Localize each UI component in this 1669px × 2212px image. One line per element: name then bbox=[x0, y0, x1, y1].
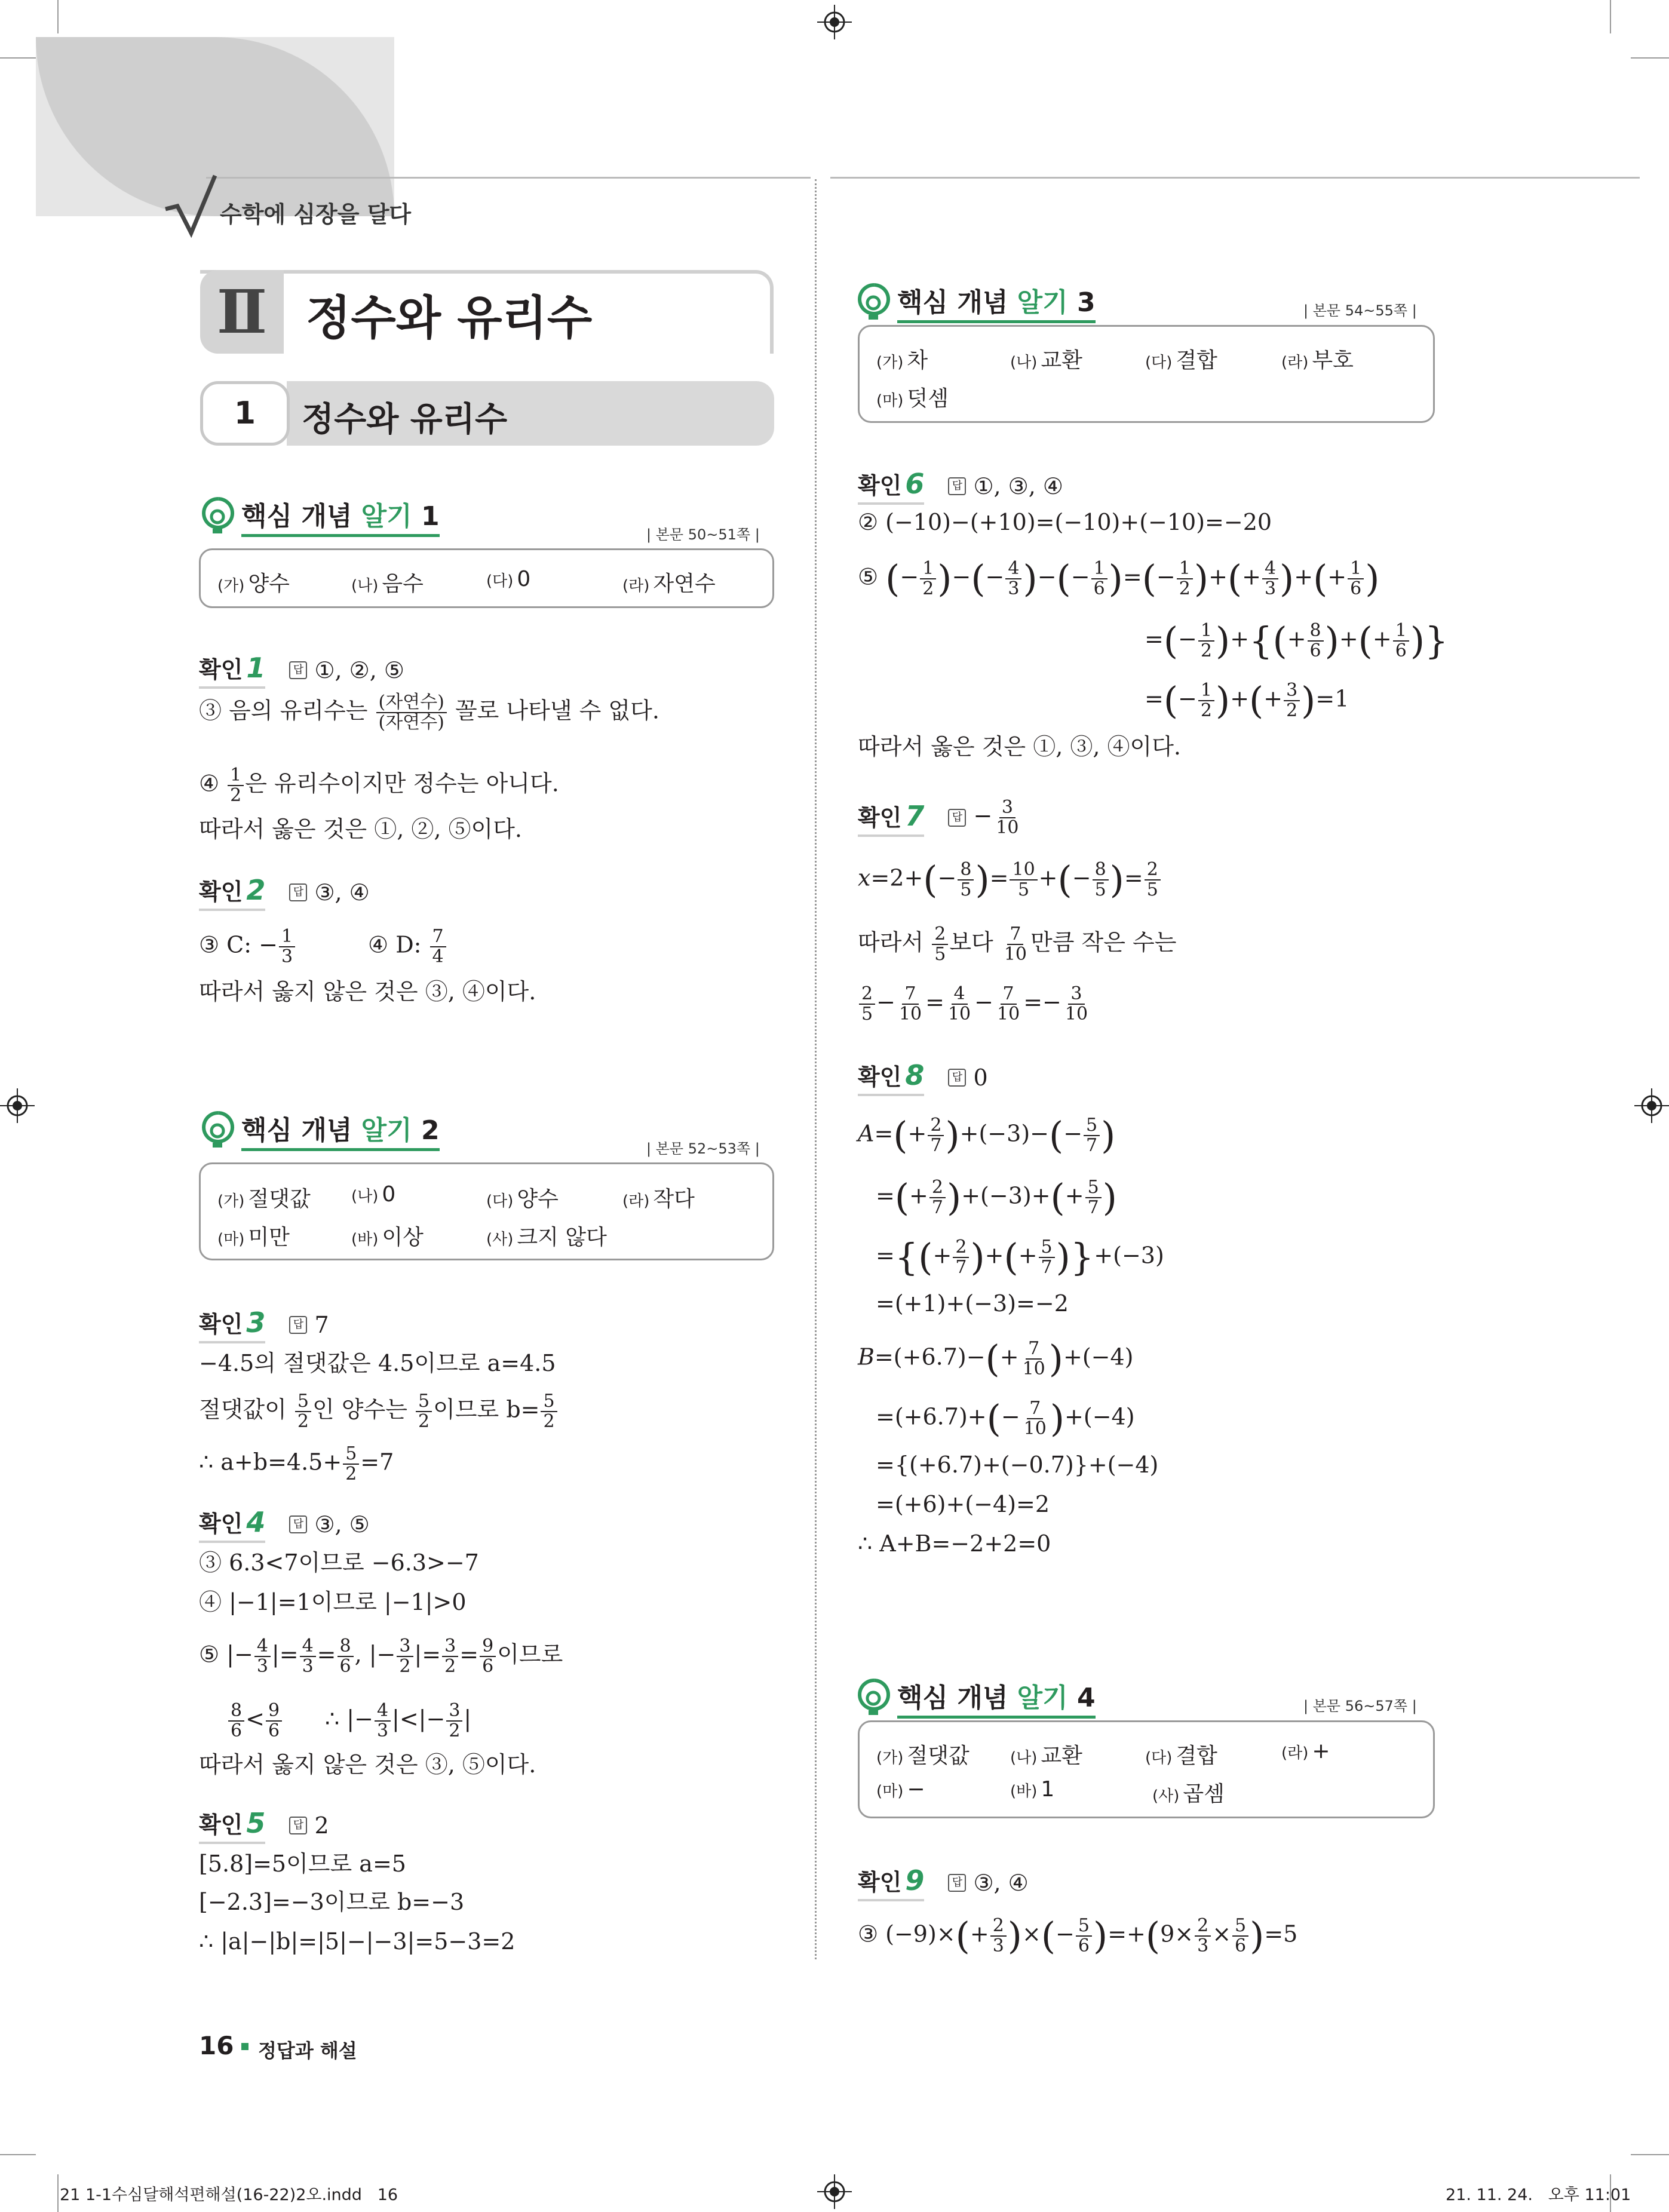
solution-line: ∴ a+b=4.5+ $\frac{5}{2}$ =7 bbox=[199, 1443, 394, 1484]
solution-line: =(− $\frac{1}{2}$ )+(+ $\frac{3}{2}$ )=1 bbox=[1145, 679, 1349, 722]
solution-line: x=2+(− $\frac{8}{5}$ )= $\frac{10}{5}$ +(− $\frac{8}{5}$ )= $\frac{2}{5}$ bbox=[858, 860, 1162, 900]
concept-item: (라) 작다 bbox=[622, 1187, 695, 1211]
concept-item: (사) 곱셈 bbox=[1152, 1782, 1225, 1806]
concept-item: (라) 부호 bbox=[1281, 348, 1354, 373]
concept-title: 핵심 개념 알기 1 bbox=[241, 495, 440, 537]
concept-item: (다) 양수 bbox=[486, 1187, 559, 1211]
concept-item: (가) 양수 bbox=[217, 572, 290, 596]
concept-answer-box-1 bbox=[199, 548, 774, 608]
concept-item: (바) 이상 bbox=[351, 1225, 424, 1250]
concept-pages: | 본문 52~53쪽 | bbox=[646, 1140, 760, 1157]
solution-line: =(+6)+(−4)=2 bbox=[876, 1491, 1050, 1517]
concept-item: (마) − bbox=[876, 1777, 925, 1802]
concept-answer-box-2 bbox=[199, 1162, 774, 1260]
solution-line: [5.8]=5이므로 a=5 bbox=[199, 1851, 406, 1877]
solution-line: ⑤ (− $\frac{1}{2}$ )−(− $\frac{4}{3}$ )−(− $\frac{1}{6}$ )=(− $\frac{1}{2}$ )+(+ $\frac{4}{3}$ )+(+ $\frac{1}{6}$ ) bbox=[858, 557, 1380, 600]
solution-line: $\frac{2}{5}$ − $\frac{7}{10}$ = $\frac{4}{10}$ − $\frac{7}{10}$ =− $\frac{3}{10}$ bbox=[858, 984, 1091, 1024]
solution-line: 따라서 옳은 것은 ①, ③, ④이다. bbox=[858, 734, 1182, 760]
solution-line: ② (−10)−(+10)=(−10)+(−10)=−20 bbox=[858, 509, 1272, 535]
concept-item: (나) 0 bbox=[351, 1182, 396, 1207]
concept-answer-box-4 bbox=[858, 1720, 1435, 1818]
solution-line: $\frac{8}{6}$ < $\frac{9}{6}$ ∴ |− $\frac{4}{3}$ |<|− $\frac{3}{2}$ | bbox=[227, 1701, 471, 1741]
concept-pages: | 본문 54~55쪽 | bbox=[1303, 302, 1417, 319]
confirm-3: 확인 3 답 7 bbox=[199, 1306, 329, 1343]
confirm-2: 확인 2 답 ③, ④ bbox=[199, 873, 370, 911]
solution-line: 따라서 $\frac{2}{5}$ 보다 $\frac{7}{10}$ 만큼 작은 수는 bbox=[858, 924, 1177, 965]
crop-mark bbox=[1631, 2154, 1669, 2155]
concept-item: (나) 교환 bbox=[1010, 1744, 1082, 1768]
confirm-7: 확인 7 답 − $\frac{3}{10}$ bbox=[858, 797, 1019, 838]
lightbulb-icon bbox=[853, 1677, 895, 1719]
header-logo-text: 수학에 심장을 달다 bbox=[220, 201, 412, 228]
solution-line: =(+ $\frac{2}{7}$ )+(−3)+(+ $\frac{5}{7}$ ) bbox=[876, 1176, 1117, 1219]
confirm-6: 확인 6 답 ①, ③, ④ bbox=[858, 467, 1063, 505]
confirm-5: 확인 5 답 2 bbox=[199, 1806, 329, 1844]
solution-line: ⑤ |− $\frac{4}{3}$ |= $\frac{4}{3}$ = $\frac{8}{6}$ , |− $\frac{3}{2}$ |= $\frac{3}{2}$ = $\frac{9}{6}$ 이므로 bbox=[199, 1636, 563, 1677]
concept-pages: | 본문 56~57쪽 | bbox=[1303, 1698, 1417, 1714]
concept-item: (라) + bbox=[1281, 1739, 1330, 1763]
header-rule bbox=[206, 177, 811, 179]
footer-bullet bbox=[241, 2043, 248, 2050]
solution-line: 따라서 옳지 않은 것은 ③, ④이다. bbox=[199, 978, 536, 1005]
registration-mark-icon bbox=[0, 1088, 35, 1123]
solution-line: B=(+6.7)−(+ $\frac{7}{10}$ )+(−4) bbox=[858, 1337, 1134, 1380]
concept-heading-2 bbox=[197, 1109, 440, 1151]
confirm-4: 확인 4 답 ③, ⑤ bbox=[199, 1505, 370, 1543]
solution-line: ③ (−9)×(+ $\frac{2}{3}$ )×(− $\frac{5}{6}$ )=+(9× $\frac{2}{3}$ × $\frac{5}{6}$ )=5 bbox=[858, 1914, 1298, 1958]
concept-heading-4 bbox=[853, 1676, 1096, 1719]
crop-mark bbox=[0, 2154, 36, 2155]
solution-line: 따라서 옳은 것은 ①, ②, ⑤이다. bbox=[199, 816, 523, 842]
footer-label: 정답과 해설 bbox=[258, 2039, 357, 2062]
solution-line: ③ 음의 유리수는 $\frac{\text{(자연수)}}{\text{(자연수)}}$ 꼴로 나타낼 수 없다. bbox=[199, 692, 659, 733]
section-title: 정수와 유리수 bbox=[302, 400, 508, 439]
concept-item: (가) 차 bbox=[876, 348, 928, 373]
footer-file-info: 21 1-1수심달해석편해설(16-22)2오.indd 16 bbox=[60, 2186, 398, 2204]
lightbulb-icon bbox=[197, 1109, 239, 1151]
solution-line: 절댓값이 $\frac{5}{2}$ 인 양수는 $\frac{5}{2}$ 이므로 b= $\frac{5}{2}$ bbox=[199, 1392, 559, 1431]
confirm-8: 확인 8 답 0 bbox=[858, 1059, 988, 1096]
solution-line: A=(+ $\frac{2}{7}$ )+(−3)−(− $\frac{5}{7}$ ) bbox=[858, 1113, 1116, 1157]
solution-line: ={(+6.7)+(−0.7)}+(−4) bbox=[876, 1452, 1159, 1478]
concept-item: (사) 크지 않다 bbox=[486, 1225, 607, 1250]
solution-line: =(+6.7)+(− $\frac{7}{10}$ )+(−4) bbox=[876, 1397, 1135, 1440]
concept-item: (나) 음수 bbox=[351, 572, 424, 596]
solution-line: ∴ |a|−|b|=|5|−|−3|=5−3=2 bbox=[199, 1928, 516, 1955]
solution-line: −4.5의 절댓값은 4.5이므로 a=4.5 bbox=[199, 1350, 556, 1376]
header-rule bbox=[830, 177, 1640, 179]
concept-item: (마) 덧셈 bbox=[876, 386, 949, 411]
concept-item: (가) 절댓값 bbox=[876, 1744, 970, 1768]
concept-item: (나) 교환 bbox=[1010, 348, 1082, 373]
crop-mark bbox=[1631, 57, 1669, 59]
confirm-9: 확인 9 답 ③, ④ bbox=[858, 1864, 1029, 1901]
concept-item: (다) 결합 bbox=[1145, 348, 1217, 373]
concept-title: 핵심 개념 알기 3 bbox=[897, 281, 1096, 323]
chapter-number: Ⅱ bbox=[200, 270, 284, 354]
confirm-1: 확인 1 답 ①, ②, ⑤ bbox=[199, 651, 404, 689]
crop-mark bbox=[0, 57, 36, 59]
chapter-title: 정수와 유리수 bbox=[306, 292, 593, 345]
concept-pages: | 본문 50~51쪽 | bbox=[646, 526, 760, 543]
concept-title: 핵심 개념 알기 2 bbox=[241, 1109, 440, 1151]
sqrt-logo-icon bbox=[164, 173, 218, 239]
registration-mark-icon bbox=[1634, 1088, 1669, 1123]
concept-item: (마) 미만 bbox=[217, 1225, 290, 1250]
solution-line: ④ |−1|=1이므로 |−1|>0 bbox=[199, 1589, 467, 1615]
solution-line: ∴ A+B=−2+2=0 bbox=[858, 1530, 1051, 1557]
footer-date: 21. 11. 24. 오후 11:01 bbox=[1446, 2186, 1631, 2204]
solution-line: ③ C: − $\frac{1}{3}$ ④ D: $\frac{7}{4}$ bbox=[199, 927, 447, 967]
registration-mark-icon bbox=[817, 2174, 852, 2209]
concept-answer-box-3 bbox=[858, 325, 1435, 423]
crop-mark bbox=[1610, 0, 1611, 33]
lightbulb-icon bbox=[197, 495, 239, 537]
concept-item: (다) 결합 bbox=[1145, 1744, 1217, 1768]
concept-item: (다) 0 bbox=[486, 567, 531, 591]
solution-line: ④ $\frac{1}{2}$ 은 유리수이지만 정수는 아니다. bbox=[199, 765, 559, 806]
registration-mark-icon bbox=[817, 5, 852, 39]
concept-title: 핵심 개념 알기 4 bbox=[897, 1676, 1096, 1719]
column-divider bbox=[815, 179, 817, 1959]
solution-line: =(+1)+(−3)=−2 bbox=[876, 1290, 1069, 1317]
concept-item: (바) 1 bbox=[1010, 1777, 1055, 1802]
crop-mark bbox=[57, 2174, 59, 2212]
solution-line: [−2.3]=−3이므로 b=−3 bbox=[199, 1889, 465, 1915]
concept-item: (가) 절댓값 bbox=[217, 1187, 311, 1211]
solution-line: 따라서 옳지 않은 것은 ③, ⑤이다. bbox=[199, 1751, 536, 1778]
concept-heading-1 bbox=[197, 495, 440, 537]
concept-item: (라) 자연수 bbox=[622, 572, 716, 596]
solution-line: =(− $\frac{1}{2}$ )+{(+ $\frac{8}{6}$ )+(+ $\frac{1}{6}$ )} bbox=[1145, 619, 1449, 662]
solution-line: ③ 6.3<7이므로 −6.3>−7 bbox=[199, 1550, 479, 1576]
section-number: 1 bbox=[200, 381, 290, 446]
solution-line: ={(+ $\frac{2}{7}$ )+(+ $\frac{5}{7}$ )}+(−3) bbox=[876, 1235, 1164, 1279]
concept-heading-3 bbox=[853, 281, 1096, 323]
crop-mark bbox=[57, 0, 59, 33]
page-number: 16 bbox=[199, 2031, 234, 2060]
lightbulb-icon bbox=[853, 281, 895, 323]
